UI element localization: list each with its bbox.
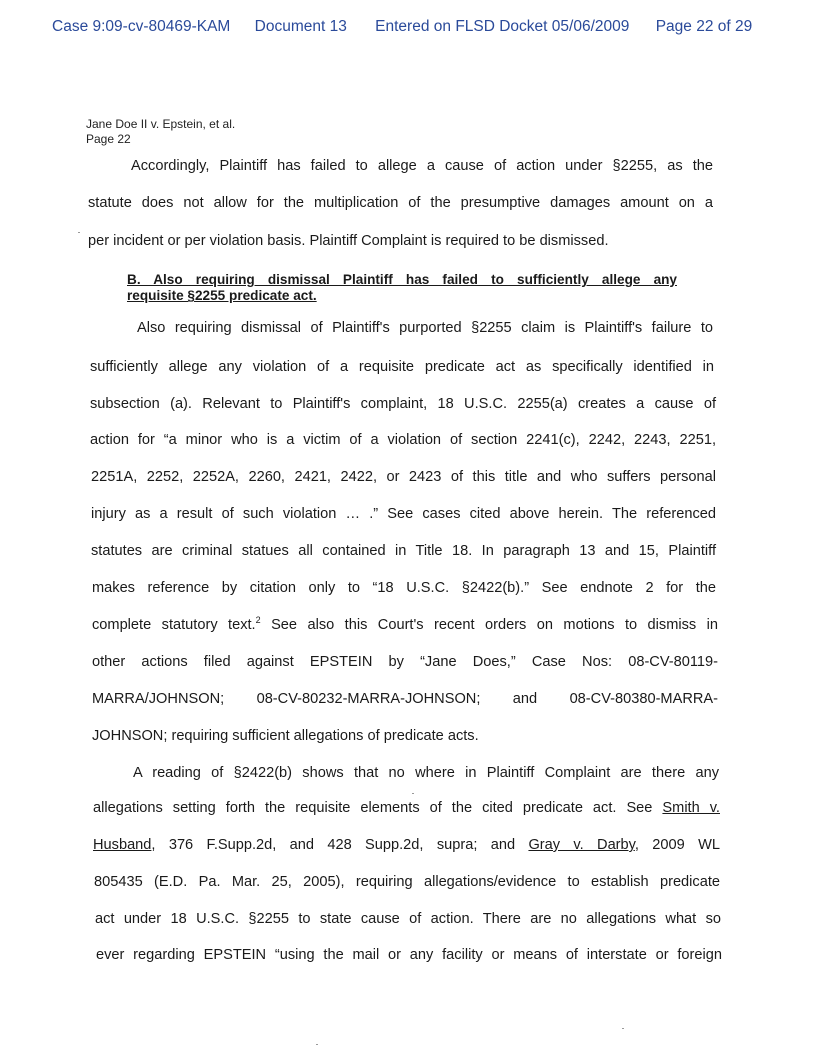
citation-husband: Husband (93, 837, 152, 853)
paragraph-2-line-11: MARRA/JOHNSON; 08-CV-80232-MARRA-JOHNSON; and 08-CV-80380-MARRA- (92, 691, 718, 707)
docket-header (52, 18, 772, 36)
endnote-reference-2: 2 (255, 615, 261, 626)
paragraph-2-line-9-rest: See also this Court's recent orders on motions to dismiss in (260, 617, 718, 633)
running-header-page: Page 22 (86, 132, 131, 146)
scan-speck (78, 232, 80, 233)
paragraph-2-line-1: Also requiring dismissal of Plaintiff's purported §2255 claim is Plaintiff's failure to (137, 320, 713, 336)
paragraph-3-line-3 (93, 837, 720, 853)
paragraph-3-line-2-text: allegations setting forth the requisite elements of the cited predicate act. See (93, 800, 663, 816)
citation-smith-v: Smith v. (662, 800, 720, 816)
paragraph-2-line-12: JOHNSON; requiring sufficient allegations of predicate acts. (92, 728, 479, 744)
paragraph-2-line-6: injury as a result of such violation … .” See cases cited above herein. The referenced (91, 506, 716, 522)
section-heading-line-2: requisite §2255 predicate act. (127, 288, 317, 303)
paragraph-3-line-4: 805435 (E.D. Pa. Mar. 25, 2005), requiring allegations/evidence to establish predicate (94, 874, 720, 890)
paragraph-1-line-3: per incident or per violation basis. Plaintiff Complaint is required to be dismissed. (88, 233, 609, 249)
docket-case-number: Case 9:09-cv-80469-KAM (52, 18, 231, 35)
paragraph-2-line-5: 2251A, 2252, 2252A, 2260, 2421, 2422, or 2423 of this title and who suffers personal (91, 469, 716, 485)
paragraph-2-line-2: sufficiently allege any violation of a requisite predicate act as specifically identified in (90, 359, 714, 375)
paragraph-2-line-8: makes reference by citation only to “18 U.S.C. §2422(b).” See endnote 2 for the (92, 580, 716, 596)
paragraph-1-line-2: statute does not allow for the multiplication of the presumptive damages amount on a (88, 195, 713, 211)
paragraph-1-line-1: Accordingly, Plaintiff has failed to allege a cause of action under §2255, as the (131, 158, 713, 174)
paragraph-3-line-2 (93, 800, 720, 816)
paragraph-3-line-6: ever regarding EPSTEIN “using the mail or any facility or means of interstate or foreign (96, 947, 722, 963)
paragraph-2-line-4: action for “a minor who is a victim of a violation of section 2241(c), 2242, 2243, 2251, (90, 432, 716, 448)
docket-page-count: Page 22 of 29 (655, 18, 753, 35)
scan-speck (316, 1044, 318, 1045)
scan-speck (622, 1028, 624, 1029)
paragraph-3-line-3-rest: , 2009 WL (634, 837, 720, 853)
paragraph-2-line-10: other actions filed against EPSTEIN by “Jane Does,” Case Nos: 08-CV-80119- (92, 654, 718, 670)
paragraph-2-line-3: subsection (a). Relevant to Plaintiff's complaint, 18 U.S.C. 2255(a) creates a cause of (90, 396, 716, 412)
paragraph-2-line-9 (92, 617, 718, 633)
docket-entered-date: Entered on FLSD Docket 05/06/2009 (375, 18, 630, 35)
citation-gray-v-darby: Gray v. Darby (528, 837, 635, 853)
paragraph-2-line-9-text: complete statutory text. (92, 617, 256, 633)
section-heading-line-1: B. Also requiring dismissal Plaintiff has failed to sufficiently allege any (127, 272, 677, 287)
paragraph-3-line-3-mid: , 376 F.Supp.2d, and 428 Supp.2d, supra; and (151, 837, 529, 853)
paragraph-3-line-1: A reading of §2422(b) shows that no where in Plaintiff Complaint are there any (133, 765, 719, 781)
paragraph-2-line-7: statutes are criminal statues all contained in Title 18. In paragraph 13 and 15, Plaintiff (91, 543, 716, 559)
running-header-caption: Jane Doe II v. Epstein, et al. (86, 117, 236, 131)
scan-speck (412, 793, 414, 794)
paragraph-3-line-5: act under 18 U.S.C. §2255 to state cause of action. There are no allegations what so (95, 911, 721, 927)
docket-document-number: Document 13 (254, 18, 347, 35)
